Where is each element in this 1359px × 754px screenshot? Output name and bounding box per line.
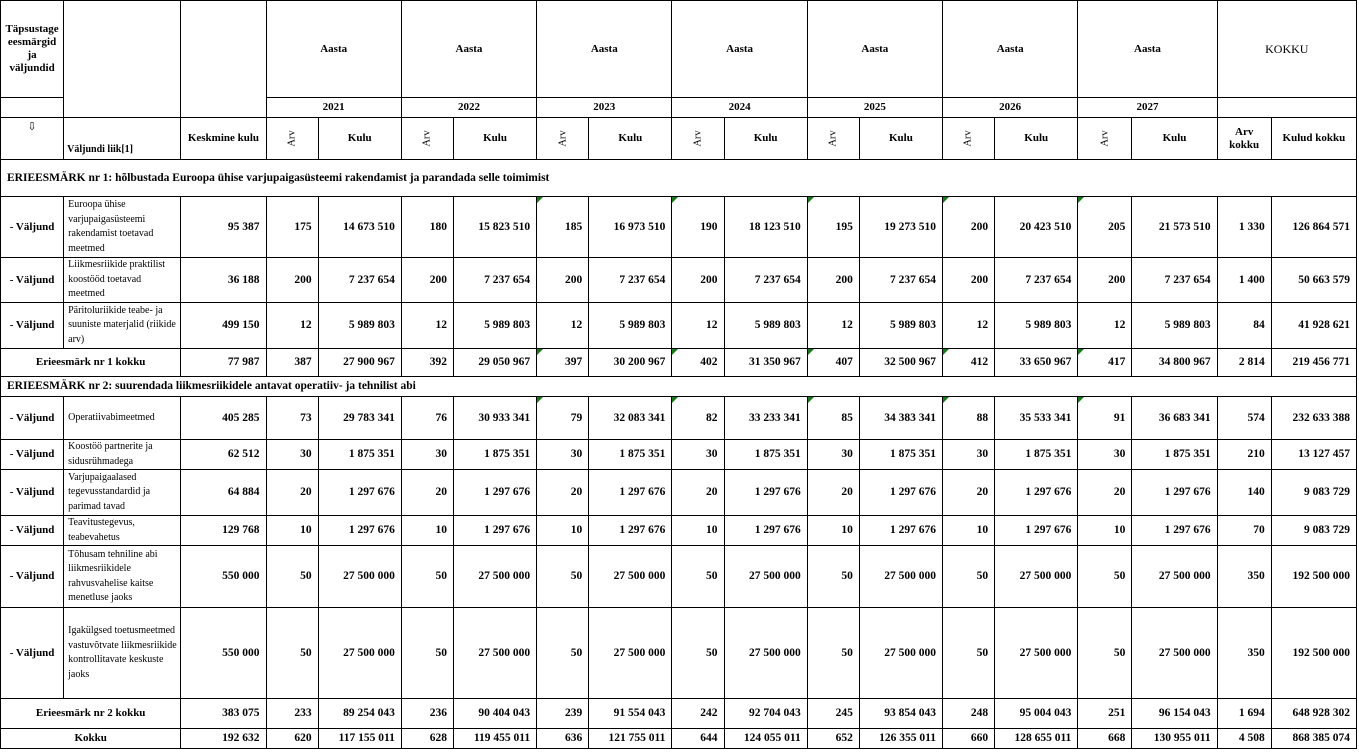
cost-value: 20 423 510 — [995, 197, 1078, 258]
cost-value: 27 500 000 — [724, 608, 807, 699]
cost-value: 27 500 000 — [1132, 608, 1217, 699]
count-value: 644 — [672, 729, 724, 749]
count-header: Arv — [401, 118, 453, 160]
count-value: 50 — [1078, 546, 1132, 608]
count-value: 76 — [401, 397, 453, 440]
count-value: 185 — [537, 197, 589, 258]
output-row — [1, 197, 1357, 258]
cost-value: 7 237 654 — [453, 258, 536, 303]
cost-value: 7 237 654 — [1132, 258, 1217, 303]
avg-cost-value: 550 000 — [181, 608, 266, 699]
down-arrow-icon: ⇩ — [1, 118, 64, 160]
count-value: 200 — [537, 258, 589, 303]
cost-value: 5 989 803 — [453, 303, 536, 349]
count-value: 50 — [537, 546, 589, 608]
year-header: Aasta — [537, 1, 672, 98]
year-header: Aasta — [266, 1, 401, 98]
year-value: 2025 — [807, 98, 942, 118]
count-value: 12 — [943, 303, 995, 349]
cost-value: 89 254 043 — [318, 699, 401, 729]
count-value: 10 — [537, 516, 589, 546]
output-name: Teavitustegevus, teabevahetus — [64, 516, 181, 546]
cost-value: 5 989 803 — [589, 303, 672, 349]
count-value: 200 — [672, 258, 724, 303]
year-value: 2023 — [537, 98, 672, 118]
cost-value: 1 297 676 — [724, 470, 807, 516]
count-value: 70 — [1217, 516, 1271, 546]
cost-value: 1 875 351 — [589, 440, 672, 470]
count-value: 50 — [943, 546, 995, 608]
cost-value: 7 237 654 — [318, 258, 401, 303]
count-value: 50 — [672, 608, 724, 699]
cost-value: 27 500 000 — [453, 546, 536, 608]
cost-value: 32 083 341 — [589, 397, 672, 440]
objectives-header: Täpsustage eesmärgid ja väljundid — [1, 1, 64, 98]
cost-value: 34 800 967 — [1132, 349, 1217, 377]
year-header: Aasta — [943, 1, 1078, 98]
output-row — [1, 397, 1357, 440]
count-value: 668 — [1078, 729, 1132, 749]
cost-value: 1 297 676 — [318, 470, 401, 516]
count-header: Arv — [266, 118, 318, 160]
count-value: 636 — [537, 729, 589, 749]
count-value: 233 — [266, 699, 318, 729]
avg-cost-value: 62 512 — [181, 440, 266, 470]
output-name: Euroopa ühise varjupaigasüsteemi rakendamist toetavad meetmed — [64, 197, 181, 258]
cost-value: 1 297 676 — [318, 516, 401, 546]
count-value: 10 — [807, 516, 859, 546]
count-value: 350 — [1217, 546, 1271, 608]
count-value: 402 — [672, 349, 724, 377]
count-value: 50 — [943, 608, 995, 699]
cost-value: 130 955 011 — [1132, 729, 1217, 749]
avg-cost-header: Keskmine kulu — [181, 118, 266, 160]
cost-value: 27 500 000 — [1132, 546, 1217, 608]
count-value: 242 — [672, 699, 724, 729]
cost-value: 15 823 510 — [453, 197, 536, 258]
row-label: - Väljund — [1, 470, 64, 516]
cost-value: 96 154 043 — [1132, 699, 1217, 729]
count-value: 628 — [401, 729, 453, 749]
count-value: 2 814 — [1217, 349, 1271, 377]
count-value: 1 694 — [1217, 699, 1271, 729]
year-header: Aasta — [807, 1, 942, 98]
cost-value: 27 500 000 — [859, 608, 942, 699]
avg-cost-value: 77 987 — [181, 349, 266, 377]
count-value: 82 — [672, 397, 724, 440]
count-value: 50 — [807, 608, 859, 699]
cost-value: 5 989 803 — [318, 303, 401, 349]
count-value: 239 — [537, 699, 589, 729]
cost-value: 21 573 510 — [1132, 197, 1217, 258]
cost-value: 232 633 388 — [1271, 397, 1356, 440]
cost-value: 1 297 676 — [995, 470, 1078, 516]
objective-title-row — [1, 377, 1357, 397]
count-value: 200 — [266, 258, 318, 303]
output-row — [1, 516, 1357, 546]
cost-value: 1 297 676 — [1132, 516, 1217, 546]
output-name: Liikmesriikide praktilist koostööd toetavad meetmed — [64, 258, 181, 303]
subtotal-label: Erieesmärk nr 2 kokku — [1, 699, 181, 729]
cost-value: 30 933 341 — [453, 397, 536, 440]
count-value: 20 — [266, 470, 318, 516]
row-label: - Väljund — [1, 397, 64, 440]
cost-value: 5 989 803 — [859, 303, 942, 349]
cost-value: 7 237 654 — [724, 258, 807, 303]
cost-value: 1 297 676 — [453, 516, 536, 546]
objective-title: ERIEESMÄRK nr 2: suurendada liikmesriikidele antavat operatiiv- ja tehnilist abi — [1, 377, 1357, 397]
count-header: Arv — [537, 118, 589, 160]
avg-cost-value: 64 884 — [181, 470, 266, 516]
count-value: 190 — [672, 197, 724, 258]
cost-value: 192 500 000 — [1271, 608, 1356, 699]
cost-value: 33 233 341 — [724, 397, 807, 440]
cost-value: 35 533 341 — [995, 397, 1078, 440]
count-value: 20 — [537, 470, 589, 516]
count-value: 12 — [672, 303, 724, 349]
count-value: 245 — [807, 699, 859, 729]
cost-header: Kulu — [995, 118, 1078, 160]
cost-value: 119 455 011 — [453, 729, 536, 749]
avg-cost-value: 129 768 — [181, 516, 266, 546]
year-value: 2024 — [672, 98, 807, 118]
objective-title-row — [1, 160, 1357, 197]
count-value: 50 — [266, 546, 318, 608]
cost-value: 30 200 967 — [589, 349, 672, 377]
output-row — [1, 440, 1357, 470]
cost-value: 27 900 967 — [318, 349, 401, 377]
count-header: Arv — [672, 118, 724, 160]
row-label: - Väljund — [1, 440, 64, 470]
cost-value: 1 875 351 — [859, 440, 942, 470]
output-row — [1, 258, 1357, 303]
count-value: 10 — [943, 516, 995, 546]
count-value: 84 — [1217, 303, 1271, 349]
year-header: Aasta — [672, 1, 807, 98]
cost-value: 16 973 510 — [589, 197, 672, 258]
cost-value: 1 297 676 — [859, 516, 942, 546]
cost-value: 33 650 967 — [995, 349, 1078, 377]
count-value: 200 — [401, 258, 453, 303]
count-value: 12 — [401, 303, 453, 349]
count-value: 350 — [1217, 608, 1271, 699]
count-value: 12 — [266, 303, 318, 349]
count-value: 20 — [943, 470, 995, 516]
cost-value: 868 385 074 — [1271, 729, 1356, 749]
cost-value: 27 500 000 — [724, 546, 807, 608]
cost-value: 648 928 302 — [1271, 699, 1356, 729]
cost-value: 192 500 000 — [1271, 546, 1356, 608]
count-value: 175 — [266, 197, 318, 258]
count-value: 10 — [266, 516, 318, 546]
subtotal-label: Erieesmärk nr 1 kokku — [1, 349, 181, 377]
row-label: - Väljund — [1, 197, 64, 258]
count-value: 85 — [807, 397, 859, 440]
cost-value: 219 456 771 — [1271, 349, 1356, 377]
count-value: 210 — [1217, 440, 1271, 470]
cost-value: 27 500 000 — [453, 608, 536, 699]
subtotal-label: Kokku — [1, 729, 181, 749]
cost-value: 14 673 510 — [318, 197, 401, 258]
cost-value: 27 500 000 — [318, 608, 401, 699]
count-value: 20 — [807, 470, 859, 516]
year-header: Aasta — [1078, 1, 1217, 98]
year-value: 2026 — [943, 98, 1078, 118]
count-value: 248 — [943, 699, 995, 729]
count-value: 73 — [266, 397, 318, 440]
output-row — [1, 303, 1357, 349]
row-label: - Väljund — [1, 303, 64, 349]
count-value: 20 — [1078, 470, 1132, 516]
count-header: Arv — [943, 118, 995, 160]
row-label: - Väljund — [1, 608, 64, 699]
count-value: 91 — [1078, 397, 1132, 440]
total-header: KOKKU — [1217, 1, 1356, 98]
output-type-header: Väljundi liik[1] — [64, 118, 181, 160]
cost-value: 9 083 729 — [1271, 470, 1356, 516]
count-value: 30 — [537, 440, 589, 470]
count-value: 50 — [401, 546, 453, 608]
subtotal-row — [1, 729, 1357, 749]
count-value: 88 — [943, 397, 995, 440]
cost-value: 1 875 351 — [1132, 440, 1217, 470]
year-value: 2027 — [1078, 98, 1217, 118]
cost-value: 5 989 803 — [1132, 303, 1217, 349]
count-value: 12 — [1078, 303, 1132, 349]
cost-value: 92 704 043 — [724, 699, 807, 729]
count-value: 200 — [807, 258, 859, 303]
cost-value: 29 783 341 — [318, 397, 401, 440]
blank-header — [181, 1, 266, 118]
cost-value: 7 237 654 — [995, 258, 1078, 303]
cost-value: 121 755 011 — [589, 729, 672, 749]
output-name: Päritoluriikide teabe- ja suuniste materjalid (riikide arv) — [64, 303, 181, 349]
output-name: Tõhusam tehniline abi liikmesriikidele rahvusvahelise kaitse menetluse jaoks — [64, 546, 181, 608]
cost-value: 36 683 341 — [1132, 397, 1217, 440]
count-header: Arv — [1078, 118, 1132, 160]
count-value: 195 — [807, 197, 859, 258]
count-total-header: Arv kokku — [1217, 118, 1271, 160]
count-value: 20 — [672, 470, 724, 516]
cost-value: 9 083 729 — [1271, 516, 1356, 546]
blank-header — [1, 98, 64, 118]
cost-value: 50 663 579 — [1271, 258, 1356, 303]
count-value: 20 — [401, 470, 453, 516]
count-value: 251 — [1078, 699, 1132, 729]
avg-cost-value: 192 632 — [181, 729, 266, 749]
cost-value: 1 875 351 — [318, 440, 401, 470]
blank-header — [64, 1, 181, 118]
blank-header — [1217, 98, 1356, 118]
count-value: 10 — [672, 516, 724, 546]
year-value: 2022 — [401, 98, 536, 118]
count-value: 50 — [672, 546, 724, 608]
cost-value: 34 383 341 — [859, 397, 942, 440]
cost-value: 1 297 676 — [589, 516, 672, 546]
count-value: 205 — [1078, 197, 1132, 258]
output-row — [1, 470, 1357, 516]
count-value: 30 — [1078, 440, 1132, 470]
cost-value: 27 500 000 — [995, 608, 1078, 699]
count-header: Arv — [807, 118, 859, 160]
count-value: 50 — [807, 546, 859, 608]
cost-value: 93 854 043 — [859, 699, 942, 729]
cost-value: 124 055 011 — [724, 729, 807, 749]
cost-value: 1 297 676 — [1132, 470, 1217, 516]
output-row — [1, 546, 1357, 608]
count-value: 574 — [1217, 397, 1271, 440]
cost-value: 90 404 043 — [453, 699, 536, 729]
cost-header: Kulu — [859, 118, 942, 160]
cost-value: 18 123 510 — [724, 197, 807, 258]
cost-value: 13 127 457 — [1271, 440, 1356, 470]
cost-value: 27 500 000 — [318, 546, 401, 608]
avg-cost-value: 405 285 — [181, 397, 266, 440]
cost-value: 1 297 676 — [859, 470, 942, 516]
cost-value: 126 355 011 — [859, 729, 942, 749]
output-row — [1, 608, 1357, 699]
count-value: 30 — [672, 440, 724, 470]
cost-header: Kulu — [589, 118, 672, 160]
objective-title: ERIEESMÄRK nr 1: hõlbustada Euroopa ühise varjupaigasüsteemi rakendamist ja parandada selle toimimist — [1, 160, 1357, 197]
cost-value: 1 875 351 — [453, 440, 536, 470]
count-value: 387 — [266, 349, 318, 377]
count-value: 12 — [537, 303, 589, 349]
row-label: - Väljund — [1, 516, 64, 546]
count-value: 200 — [943, 258, 995, 303]
count-value: 12 — [807, 303, 859, 349]
row-label: - Väljund — [1, 546, 64, 608]
cost-value: 7 237 654 — [859, 258, 942, 303]
count-value: 140 — [1217, 470, 1271, 516]
cost-value: 126 864 571 — [1271, 197, 1356, 258]
count-value: 4 508 — [1217, 729, 1271, 749]
count-value: 50 — [1078, 608, 1132, 699]
subtotal-row — [1, 699, 1357, 729]
cost-value: 1 297 676 — [995, 516, 1078, 546]
cost-value: 31 350 967 — [724, 349, 807, 377]
count-value: 200 — [943, 197, 995, 258]
count-value: 412 — [943, 349, 995, 377]
cost-header: Kulu — [1132, 118, 1217, 160]
cost-header: Kulu — [318, 118, 401, 160]
cost-value: 117 155 011 — [318, 729, 401, 749]
avg-cost-value: 499 150 — [181, 303, 266, 349]
cost-value: 27 500 000 — [589, 608, 672, 699]
count-value: 652 — [807, 729, 859, 749]
count-value: 50 — [266, 608, 318, 699]
cost-value: 5 989 803 — [995, 303, 1078, 349]
year-value: 2021 — [266, 98, 401, 118]
avg-cost-value: 383 075 — [181, 699, 266, 729]
cost-value: 1 297 676 — [453, 470, 536, 516]
cost-value: 1 875 351 — [724, 440, 807, 470]
avg-cost-value: 550 000 — [181, 546, 266, 608]
cost-value: 5 989 803 — [724, 303, 807, 349]
count-value: 10 — [1078, 516, 1132, 546]
cost-header: Kulu — [453, 118, 536, 160]
count-value: 392 — [401, 349, 453, 377]
count-value: 417 — [1078, 349, 1132, 377]
count-value: 200 — [1078, 258, 1132, 303]
count-value: 180 — [401, 197, 453, 258]
cost-total-header: Kulud kokku — [1271, 118, 1356, 160]
count-value: 30 — [943, 440, 995, 470]
cost-value: 95 004 043 — [995, 699, 1078, 729]
cost-value: 27 500 000 — [859, 546, 942, 608]
count-value: 30 — [266, 440, 318, 470]
row-label: - Väljund — [1, 258, 64, 303]
output-name: Operatiivabimeetmed — [64, 397, 181, 440]
avg-cost-value: 36 188 — [181, 258, 266, 303]
cost-value: 27 500 000 — [589, 546, 672, 608]
cost-value: 1 297 676 — [589, 470, 672, 516]
count-value: 30 — [807, 440, 859, 470]
count-value: 1 330 — [1217, 197, 1271, 258]
cost-value: 32 500 967 — [859, 349, 942, 377]
count-value: 660 — [943, 729, 995, 749]
cost-value: 128 655 011 — [995, 729, 1078, 749]
count-value: 10 — [401, 516, 453, 546]
count-value: 236 — [401, 699, 453, 729]
cost-value: 41 928 621 — [1271, 303, 1356, 349]
subtotal-row — [1, 349, 1357, 377]
count-value: 620 — [266, 729, 318, 749]
count-value: 407 — [807, 349, 859, 377]
avg-cost-value: 95 387 — [181, 197, 266, 258]
cost-header: Kulu — [724, 118, 807, 160]
output-name: Koostöö partnerite ja sidusrühmadega — [64, 440, 181, 470]
count-value: 50 — [401, 608, 453, 699]
output-name: Varjupaigaalased tegevusstandardid ja parimad tavad — [64, 470, 181, 516]
output-name: Igakülgsed toetusmeetmed vastuvõtvate liikmesriikide kontrollitavate keskuste jaoks — [64, 608, 181, 699]
cost-value: 29 050 967 — [453, 349, 536, 377]
count-value: 1 400 — [1217, 258, 1271, 303]
cost-value: 91 554 043 — [589, 699, 672, 729]
cost-value: 27 500 000 — [995, 546, 1078, 608]
cost-value: 1 297 676 — [724, 516, 807, 546]
count-value: 30 — [401, 440, 453, 470]
count-value: 50 — [537, 608, 589, 699]
cost-value: 7 237 654 — [589, 258, 672, 303]
cost-value: 19 273 510 — [859, 197, 942, 258]
cost-value: 1 875 351 — [995, 440, 1078, 470]
year-header: Aasta — [401, 1, 536, 98]
count-value: 79 — [537, 397, 589, 440]
count-value: 397 — [537, 349, 589, 377]
